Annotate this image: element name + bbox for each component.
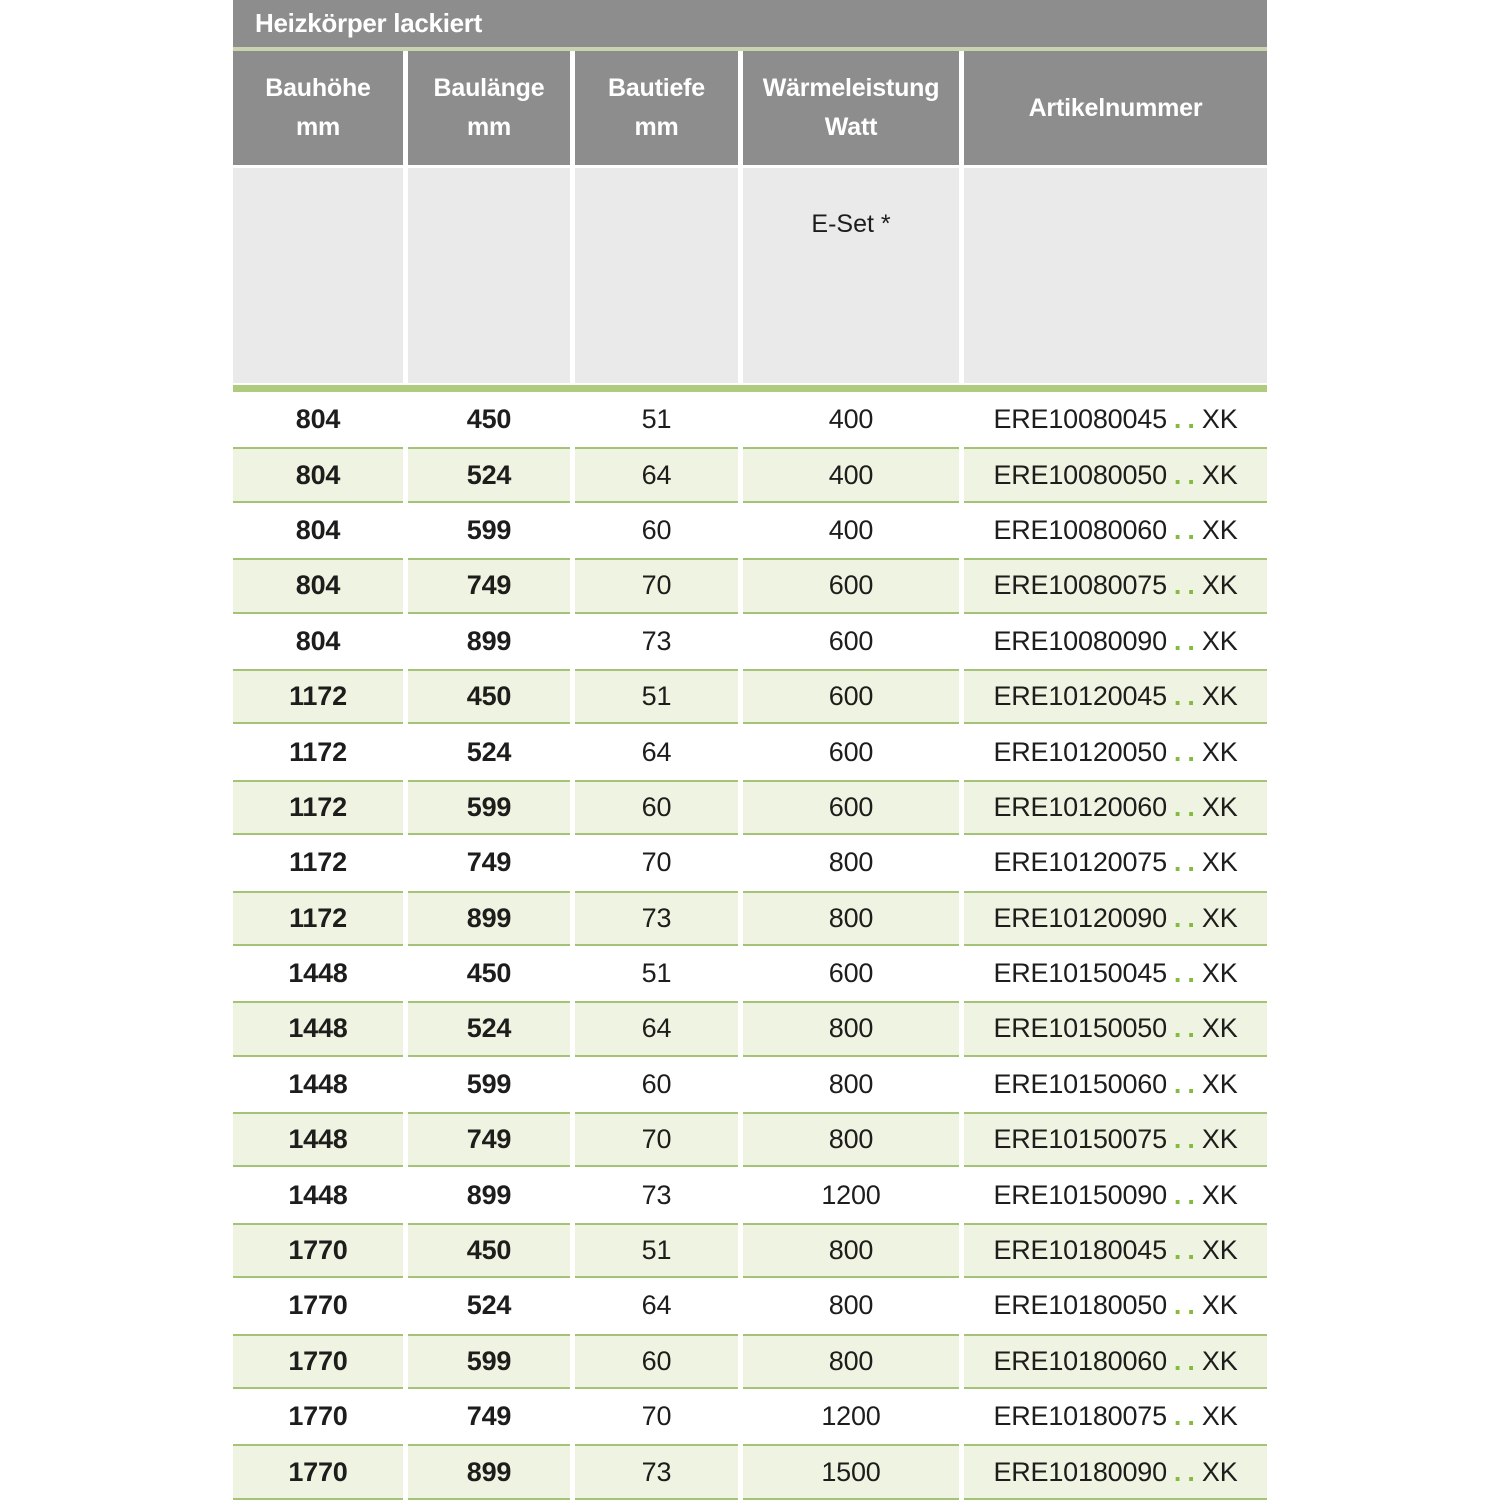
subheader-row [233, 168, 1267, 383]
cell-waermeleistung: 600 [743, 946, 959, 1001]
artikel-prefix: ERE10080090 [993, 625, 1167, 656]
cell-bautiefe: 64 [575, 724, 738, 779]
cell-waermeleistung: 1200 [743, 1167, 959, 1222]
table-row [233, 392, 1267, 447]
subheader-cell-bautiefe [575, 168, 738, 383]
artikel-dots-placeholder: .. [1173, 514, 1201, 545]
artikel-suffix: XK [1201, 1124, 1238, 1155]
cell-bautiefe: 70 [575, 835, 738, 890]
table-row [233, 1444, 1267, 1499]
cell-artikelnummer [964, 835, 1267, 890]
artikel-prefix: ERE10150045 [993, 958, 1167, 989]
cell-bautiefe: 51 [575, 669, 738, 724]
cell-baulaenge: 899 [408, 1444, 570, 1499]
artikel-dots-placeholder: .. [1173, 1401, 1201, 1432]
cell-baulaenge: 749 [408, 1389, 570, 1444]
cell-baulaenge: 599 [408, 1057, 570, 1112]
cell-waermeleistung: 600 [743, 558, 959, 613]
artikel-dots-placeholder: .. [1173, 847, 1201, 878]
cell-artikelnummer [964, 392, 1267, 447]
cell-bautiefe: 73 [575, 1167, 738, 1222]
cell-bauhoehe: 1172 [233, 835, 403, 890]
cell-bauhoehe: 1770 [233, 1278, 403, 1333]
artikel-suffix: XK [1201, 958, 1238, 989]
artikel-suffix: XK [1201, 902, 1238, 933]
artikel-suffix: XK [1201, 459, 1238, 490]
artikel-suffix: XK [1201, 847, 1238, 878]
artikel-dots-placeholder: .. [1173, 404, 1201, 435]
column-unit: mm [466, 113, 512, 141]
artikel-suffix: XK [1201, 1456, 1238, 1487]
cell-bautiefe: 60 [575, 1057, 738, 1112]
cell-bauhoehe: 804 [233, 503, 403, 558]
cell-bauhoehe: 1770 [233, 1223, 403, 1278]
table-row [233, 1001, 1267, 1056]
cell-waermeleistung: 800 [743, 1112, 959, 1167]
table-row [233, 1057, 1267, 1112]
cell-waermeleistung: 800 [743, 1223, 959, 1278]
artikel-prefix: ERE10150060 [993, 1068, 1167, 1099]
artikel-prefix: ERE10080045 [993, 404, 1167, 435]
artikel-dots-placeholder: .. [1173, 791, 1201, 822]
cell-bauhoehe: 1448 [233, 946, 403, 1001]
cell-bauhoehe: 804 [233, 447, 403, 502]
artikel-suffix: XK [1201, 1345, 1238, 1376]
table-row [233, 1223, 1267, 1278]
cell-baulaenge: 899 [408, 614, 570, 669]
column-unit: mm [634, 113, 679, 141]
cell-baulaenge: 450 [408, 392, 570, 447]
cell-waermeleistung: 400 [743, 503, 959, 558]
artikel-suffix: XK [1201, 1235, 1238, 1266]
table-row [233, 780, 1267, 835]
artikel-dots-placeholder: .. [1173, 625, 1201, 656]
column-unit: mm [295, 113, 341, 141]
artikel-suffix: XK [1201, 1013, 1238, 1044]
cell-baulaenge: 749 [408, 558, 570, 613]
table-body [233, 392, 1267, 1500]
artikel-prefix: ERE10150050 [993, 1013, 1167, 1044]
cell-artikelnummer [964, 1167, 1267, 1222]
cell-waermeleistung: 600 [743, 724, 959, 779]
cell-baulaenge: 524 [408, 724, 570, 779]
cell-artikelnummer [964, 946, 1267, 1001]
cell-baulaenge: 899 [408, 891, 570, 946]
artikel-prefix: ERE10120060 [993, 791, 1167, 822]
cell-bautiefe: 60 [575, 1334, 738, 1389]
artikel-prefix: ERE10080050 [993, 459, 1167, 490]
column-header-row [233, 51, 1267, 165]
cell-bauhoehe: 1172 [233, 724, 403, 779]
cell-baulaenge: 749 [408, 1112, 570, 1167]
artikel-dots-placeholder: .. [1173, 1068, 1201, 1099]
cell-artikelnummer [964, 558, 1267, 613]
artikel-prefix: ERE10120045 [993, 681, 1167, 712]
artikel-prefix: ERE10180045 [993, 1235, 1167, 1266]
cell-bauhoehe: 1770 [233, 1444, 403, 1499]
cell-bautiefe: 73 [575, 891, 738, 946]
cell-bautiefe: 70 [575, 1389, 738, 1444]
cell-baulaenge: 450 [408, 1223, 570, 1278]
cell-bauhoehe: 1172 [233, 780, 403, 835]
cell-artikelnummer [964, 1389, 1267, 1444]
cell-bauhoehe: 1770 [233, 1334, 403, 1389]
artikel-dots-placeholder: .. [1173, 902, 1201, 933]
artikel-dots-placeholder: .. [1173, 459, 1201, 490]
artikel-prefix: ERE10180050 [993, 1290, 1167, 1321]
artikel-dots-placeholder: .. [1173, 681, 1201, 712]
artikel-prefix: ERE10180075 [993, 1401, 1167, 1432]
artikel-suffix: XK [1201, 404, 1238, 435]
artikel-prefix: ERE10120075 [993, 847, 1167, 878]
table-row [233, 724, 1267, 779]
cell-artikelnummer [964, 1223, 1267, 1278]
cell-baulaenge: 899 [408, 1167, 570, 1222]
cell-artikelnummer [964, 503, 1267, 558]
artikel-prefix: ERE10120090 [993, 902, 1167, 933]
column-header-baulaenge [408, 51, 570, 165]
eset-label: E-Set * [811, 210, 891, 238]
cell-bautiefe: 51 [575, 1223, 738, 1278]
table-row [233, 891, 1267, 946]
artikel-dots-placeholder: .. [1173, 1345, 1201, 1376]
table-row [233, 669, 1267, 724]
cell-bauhoehe: 804 [233, 558, 403, 613]
cell-bauhoehe: 1172 [233, 669, 403, 724]
table-row [233, 1389, 1267, 1444]
column-label: Bauhöhe [265, 74, 371, 102]
cell-bauhoehe: 1448 [233, 1057, 403, 1112]
table-row [233, 1278, 1267, 1333]
column-header-artikelnummer [964, 51, 1267, 165]
cell-artikelnummer [964, 1278, 1267, 1333]
cell-waermeleistung: 800 [743, 1334, 959, 1389]
column-header-bauhoehe [233, 51, 403, 165]
cell-waermeleistung: 600 [743, 614, 959, 669]
cell-artikelnummer [964, 780, 1267, 835]
cell-waermeleistung: 600 [743, 669, 959, 724]
cell-bautiefe: 70 [575, 1112, 738, 1167]
table-row [233, 614, 1267, 669]
product-spec-table [233, 0, 1267, 1500]
artikel-dots-placeholder: .. [1173, 1456, 1201, 1487]
cell-baulaenge: 524 [408, 1278, 570, 1333]
cell-bauhoehe: 1448 [233, 1001, 403, 1056]
cell-waermeleistung: 800 [743, 1057, 959, 1112]
table-row [233, 946, 1267, 1001]
column-label: Bautiefe [607, 74, 706, 102]
cell-bauhoehe: 1448 [233, 1167, 403, 1222]
cell-bautiefe: 60 [575, 780, 738, 835]
column-label: Wärmeleistung [762, 74, 940, 102]
cell-baulaenge: 524 [408, 447, 570, 502]
cell-artikelnummer [964, 1001, 1267, 1056]
artikel-dots-placeholder: .. [1173, 1013, 1201, 1044]
table-row [233, 835, 1267, 890]
column-unit: Watt [824, 113, 878, 141]
cell-waermeleistung: 1200 [743, 1389, 959, 1444]
artikel-suffix: XK [1201, 736, 1238, 767]
column-header-waermeleistung [743, 51, 959, 165]
table-row [233, 1167, 1267, 1222]
cell-bautiefe: 51 [575, 946, 738, 1001]
artikel-dots-placeholder: .. [1173, 1124, 1201, 1155]
cell-bauhoehe: 1172 [233, 891, 403, 946]
cell-bauhoehe: 1448 [233, 1112, 403, 1167]
cell-waermeleistung: 800 [743, 1278, 959, 1333]
artikel-dots-placeholder: .. [1173, 1235, 1201, 1266]
cell-bauhoehe: 804 [233, 614, 403, 669]
artikel-prefix: ERE10150075 [993, 1124, 1167, 1155]
artikel-suffix: XK [1201, 514, 1238, 545]
artikel-dots-placeholder: .. [1173, 1290, 1201, 1321]
cell-artikelnummer [964, 1112, 1267, 1167]
cell-waermeleistung: 400 [743, 447, 959, 502]
artikel-prefix: ERE10080075 [993, 570, 1167, 601]
cell-bautiefe: 73 [575, 614, 738, 669]
artikel-dots-placeholder: .. [1173, 570, 1201, 601]
table-title: Heizkörper lackiert [255, 8, 482, 38]
artikel-suffix: XK [1201, 1179, 1238, 1210]
cell-artikelnummer [964, 1057, 1267, 1112]
cell-waermeleistung: 800 [743, 835, 959, 890]
subheader-cell-artikelnummer [964, 168, 1267, 383]
cell-baulaenge: 450 [408, 946, 570, 1001]
artikel-suffix: XK [1201, 791, 1238, 822]
cell-artikelnummer [964, 447, 1267, 502]
artikel-suffix: XK [1201, 681, 1238, 712]
cell-bautiefe: 64 [575, 1001, 738, 1056]
table-row [233, 1334, 1267, 1389]
cell-bautiefe: 73 [575, 1444, 738, 1499]
table-row [233, 1112, 1267, 1167]
cell-waermeleistung: 600 [743, 780, 959, 835]
column-label: Baulänge [433, 74, 545, 102]
artikel-suffix: XK [1201, 1401, 1238, 1432]
cell-baulaenge: 599 [408, 503, 570, 558]
cell-bautiefe: 64 [575, 447, 738, 502]
artikel-suffix: XK [1201, 1068, 1238, 1099]
table-row [233, 447, 1267, 502]
artikel-prefix: ERE10150090 [993, 1179, 1167, 1210]
cell-baulaenge: 524 [408, 1001, 570, 1056]
cell-bauhoehe: 1770 [233, 1389, 403, 1444]
cell-artikelnummer [964, 1444, 1267, 1499]
cell-artikelnummer [964, 1334, 1267, 1389]
cell-baulaenge: 599 [408, 1334, 570, 1389]
cell-bautiefe: 70 [575, 558, 738, 613]
subheader-cell-baulaenge [408, 168, 570, 383]
cell-waermeleistung: 800 [743, 1001, 959, 1056]
cell-artikelnummer [964, 724, 1267, 779]
cell-bauhoehe: 804 [233, 392, 403, 447]
cell-bautiefe: 51 [575, 392, 738, 447]
cell-artikelnummer [964, 614, 1267, 669]
artikel-prefix: ERE10180090 [993, 1456, 1167, 1487]
cell-artikelnummer [964, 669, 1267, 724]
table-row [233, 503, 1267, 558]
artikel-dots-placeholder: .. [1173, 1179, 1201, 1210]
subheader-cell-waermeleistung [743, 168, 959, 383]
artikel-suffix: XK [1201, 570, 1238, 601]
cell-bautiefe: 60 [575, 503, 738, 558]
cell-waermeleistung: 400 [743, 392, 959, 447]
cell-baulaenge: 450 [408, 669, 570, 724]
cell-waermeleistung: 800 [743, 891, 959, 946]
column-label: Artikelnummer [1028, 93, 1203, 122]
cell-baulaenge: 599 [408, 780, 570, 835]
column-header-bautiefe [575, 51, 738, 165]
table-title-bar [233, 0, 1267, 47]
subheader-cell-bauhoehe [233, 168, 403, 383]
artikel-prefix: ERE10120050 [993, 736, 1167, 767]
cell-bautiefe: 64 [575, 1278, 738, 1333]
cell-artikelnummer [964, 891, 1267, 946]
artikel-prefix: ERE10180060 [993, 1345, 1167, 1376]
cell-baulaenge: 749 [408, 835, 570, 890]
artikel-dots-placeholder: .. [1173, 958, 1201, 989]
artikel-suffix: XK [1201, 1290, 1238, 1321]
table-row [233, 558, 1267, 613]
artikel-dots-placeholder: .. [1173, 736, 1201, 767]
artikel-suffix: XK [1201, 625, 1238, 656]
cell-waermeleistung: 1500 [743, 1444, 959, 1499]
header-bottom-line [233, 385, 1267, 392]
artikel-prefix: ERE10080060 [993, 514, 1167, 545]
